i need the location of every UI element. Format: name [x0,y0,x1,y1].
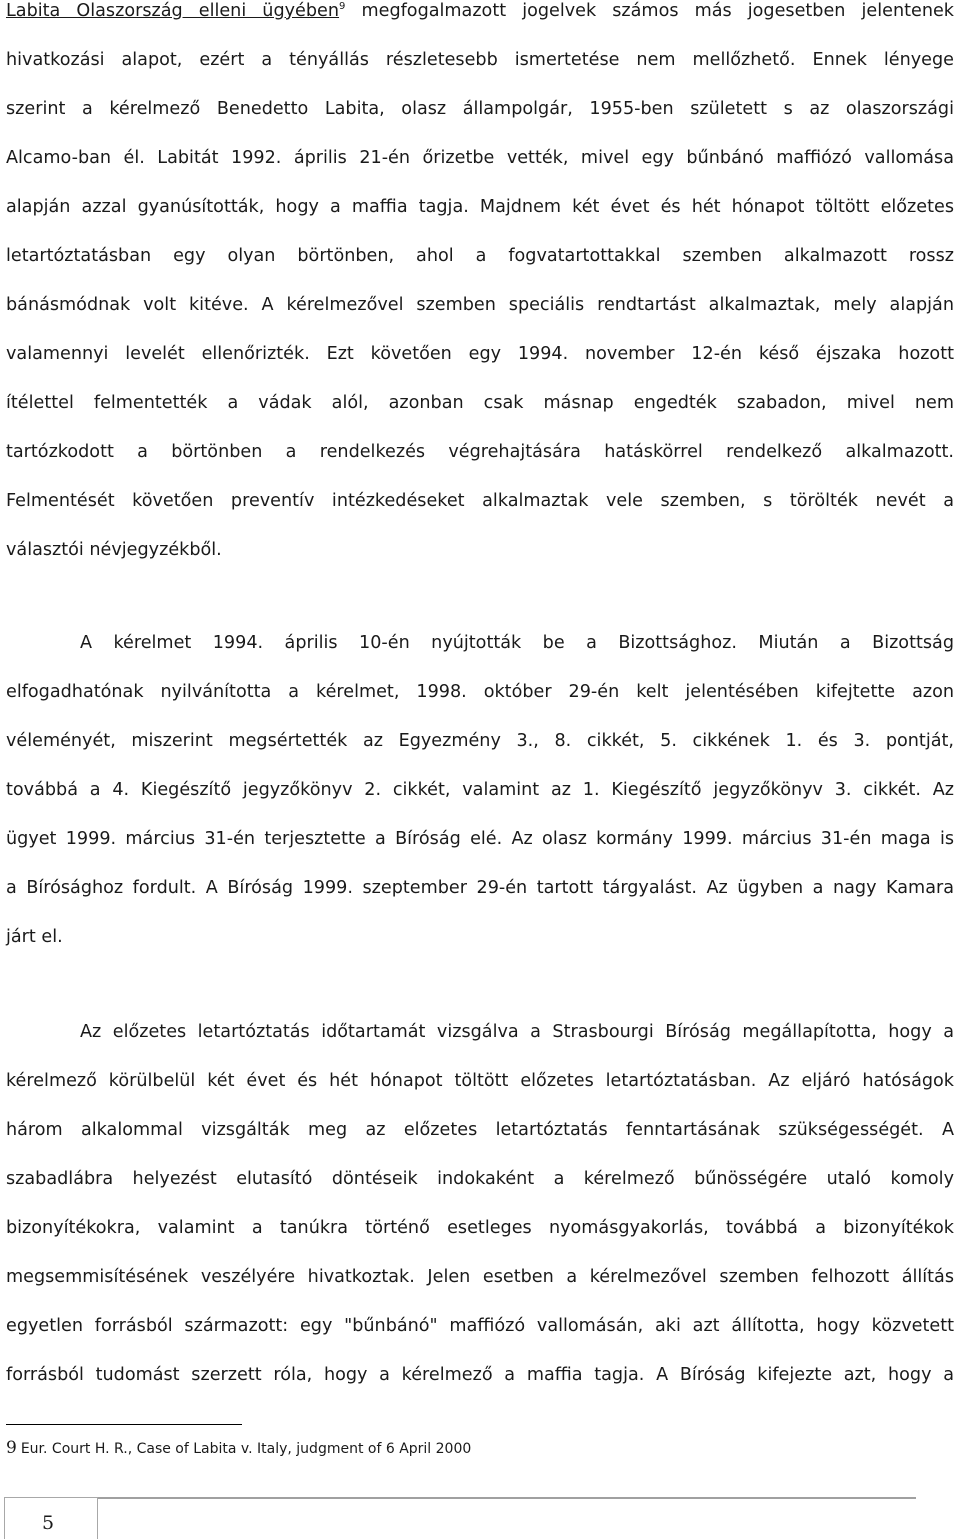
text-fragment: megfogalmazott jogelvek számos más jogesetben jelentenek [345,1,954,21]
text-line: Felmentését követően preventív intézkedéseket alkalmaztak vele szemben, s törölték nevét a [6,491,954,511]
text-line: ügyet 1999. március 31-én terjesztette a Bíróság elé. Az olasz kormány 1999. március 31-én maga is [6,829,954,849]
text-line: véleményét, miszerint megsértették az Egyezmény 3., 8. cikkét, 5. cikkének 1. és 3. pontját, [6,731,954,751]
text-line [6,0,954,49]
text-line: a Bírósághoz fordult. A Bíróság 1999. szeptember 29-én tartott tárgyalást. Az ügyben a nagy Kamara [6,878,954,898]
text-line: egyetlen forrásból származott: egy "bűnbánó" maffiózó vallomásán, aki azt állította, hogy közvetett [6,1316,954,1336]
page-number: 5 [42,1512,55,1534]
text-line: Alcamo-ban él. Labitát 1992. április 21-én őrizetbe vették, mivel egy bűnbánó maffiózó vallomása [6,148,954,168]
footnote [6,1437,471,1460]
text-line: járt el. [6,927,63,947]
paragraph-assessment [6,1021,954,1413]
footnote-separator [6,1424,242,1425]
text-line: három alkalommal vizsgálták meg az előzetes letartóztatás fenntartásának szükségességét. A [6,1120,954,1140]
text-line: bánásmódnak volt kitéve. A kérelmezővel szemben speciális rendtartást alkalmaztak, mely alapján [6,295,954,315]
text-line: megsemmisítésének veszélyére hivatkoztak. Jelen esetben a kérelmezővel szemben felhozott állítás [6,1267,954,1287]
text-line: hivatkozási alapot, ezért a tényállás részletesebb ismertetése nem mellőzhető. Ennek lényege [6,50,954,70]
text-line: forrásból tudomást szerzett róla, hogy a kérelmező a maffia tagja. A Bíróság kifejezte azt, hogy a [6,1365,954,1385]
paragraph-procedure [6,632,954,975]
text-line: A kérelmet 1994. április 10-én nyújtották be a Bizottsághoz. Miután a Bizottság [80,633,954,653]
footnote-number: 9 [6,1438,17,1458]
text-line: kérelmező körülbelül két évet és hét hónapot töltött előzetes letartóztatásban. Az eljáró hatóságok [6,1071,954,1091]
footnote-ref[interactable]: 9 [339,1,346,12]
text-line: elfogadhatónak nyilvánította a kérelmet, 1998. október 29-én kelt jelentésében kifejtette azon [6,682,954,702]
text-line: tartózkodott a börtönben a rendelkezés végrehajtására hatáskörrel rendelkező alkalmazott. [6,442,954,462]
text-line: valamennyi levelét ellenőrizték. Ezt követően egy 1994. november 12-én késő éjszaka hozott [6,344,954,364]
footnote-text: Eur. Court H. R., Case of Labita v. Italy, judgment of 6 April 2000 [20,1441,472,1457]
text-line: letartóztatásban egy olyan börtönben, ahol a fogvatartottakkal szemben alkalmazott rossz [6,246,954,266]
text-line: bizonyítékokra, valamint a tanúkra történő esetleges nyomásgyakorlás, továbbá a bizonyítékok [6,1218,954,1238]
text-line: ítélettel felmentették a vádak alól, azonban csak másnap engedték szabadon, mivel nem [6,393,954,413]
text-line: szabadlábra helyezést elutasító döntéseik indokaként a kérelmező bűnösségére utaló komoly [6,1169,954,1189]
text-line: továbbá a 4. Kiegészítő jegyzőkönyv 2. cikkét, valamint az 1. Kiegészítő jegyzőkönyv 3. cikkét. Az [6,780,954,800]
paragraph-facts [6,0,954,588]
text-line: Az előzetes letartóztatás időtartamát vizsgálva a Strasbourgi Bíróság megállapította, hogy a [80,1022,954,1042]
footer-rule [98,1497,916,1499]
case-link[interactable]: Labita Olaszország elleni ügyében [6,1,340,21]
text-line: szerint a kérelmező Benedetto Labita, olasz állampolgár, 1955-ben született s az olaszországi [6,99,954,119]
text-line: választói névjegyzékből. [6,540,222,560]
text-line: alapján azzal gyanúsították, hogy a maffia tagja. Majdnem két évet és hét hónapot töltött előzetes [6,197,954,217]
